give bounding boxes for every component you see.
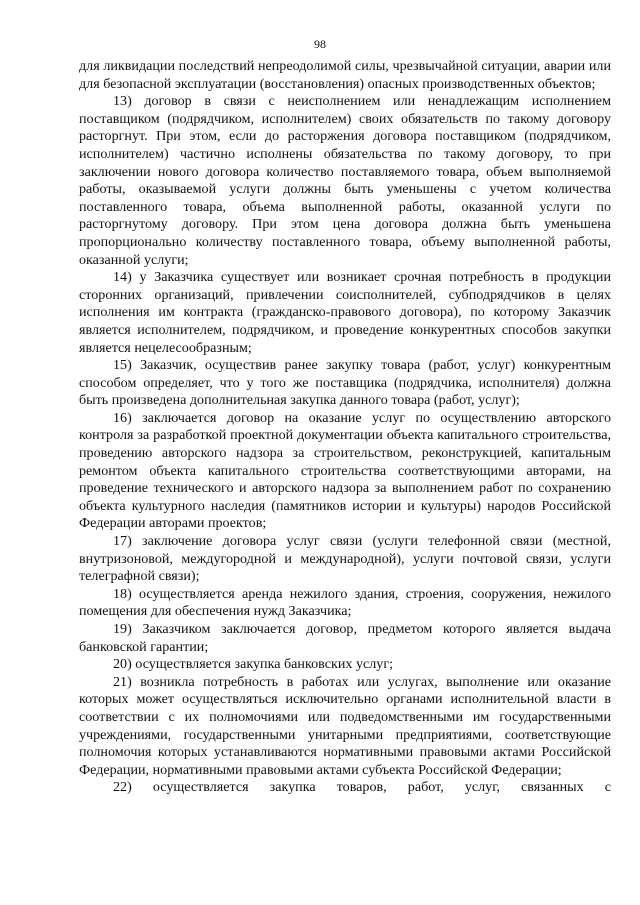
page-number: 98 <box>314 37 326 51</box>
paragraph-continuation: для ликвидации последствий непреодолимой силы, чрезвычайной ситуации, аварии или для безопасной эксплуатации (восстановления) опасных производственных объектов; <box>79 58 611 92</box>
paragraph-item-22: 22) осуществляется закупка товаров, работ, услуг, связанных с <box>113 779 611 796</box>
paragraph-item-19: 19) Заказчиком заключается договор, предметом которого является выдача банковской гарантии; <box>79 621 611 655</box>
paragraph-item-14: 14) у Заказчика существует или возникает срочная потребность в продукции сторонних организаций, привлечении соисполнителей, субподрядчиков в целях исполнения им контракта (гражданско-правового договора), по которому Заказчик является исполнителем, подрядчиком, и проведение конкурентных способов закупки является нецелесообразным; <box>79 269 611 356</box>
paragraph-item-21: 21) возникла потребность в работах или услугах, выполнение или оказание которых может осуществляться исключительно органами исполнительной власти в соответствии с их полномочиями или подведомственными им государственными учреждениями, государственными унитарными предприятиями, соответствующие полномочия которых устанавливаются нормативными правовыми актами Российской Федерации, нормативными правовыми актами субъекта Российской Федерации; <box>79 673 611 778</box>
paragraph-item-18: 18) осуществляется аренда нежилого здания, строения, сооружения, нежилого помещения для обеспечения нужд Заказчика; <box>79 585 611 620</box>
paragraph-item-13: 13) договор в связи с неисполнением или ненадлежащим исполнением поставщиком (подрядчиком, исполнителем) своих обязательств по такому договору расторгнут. При этом, если до расторжения договора поставщиком (подрядчиком, исполнителем) частично исполнены обязательства по такому договору, то при заключении нового договора количество поставляемого товара, объем выполняемой работы, оказываемой услуги должны быть уменьшены с учетом количества поставленного товара, объема выполненной работы, оказанной услуги по расторгнутому договору. При этом цена договора должна быть уменьшена пропорционально количеству поставленного товара, объему выполненной работы, оказанной услуги; <box>79 93 611 268</box>
paragraph-item-15: 15) Заказчик, осуществив ранее закупку товара (работ, услуг) конкурентным способом определяет, что у того же поставщика (подрядчика, исполнителя) должна быть произведена дополнительная закупка данного товара (работ, услуг); <box>79 357 611 409</box>
document-body <box>79 58 611 797</box>
paragraph-item-20: 20) осуществляется закупка банковских услуг; <box>113 656 394 673</box>
paragraph-item-17: 17) заключение договора услуг связи (услуги телефонной связи (местной, внутризоновой, междугородной и международной), услуги почтовой связи, услуги телеграфной связи); <box>79 533 611 585</box>
paragraph-item-16: 16) заключается договор на оказание услуг по осуществлению авторского контроля за разработкой проектной документации объекта капитального строительства, проведению авторского надзора за строительством, реконструкцией, капитальным ремонтом объекта капитального строительства соответствующими авторами, на проведение технического и авторского надзора за выполнением работ по сохранению объекта культурного наследия (памятников истории и культуры) народов Российской Федерации авторами проектов; <box>79 409 611 532</box>
